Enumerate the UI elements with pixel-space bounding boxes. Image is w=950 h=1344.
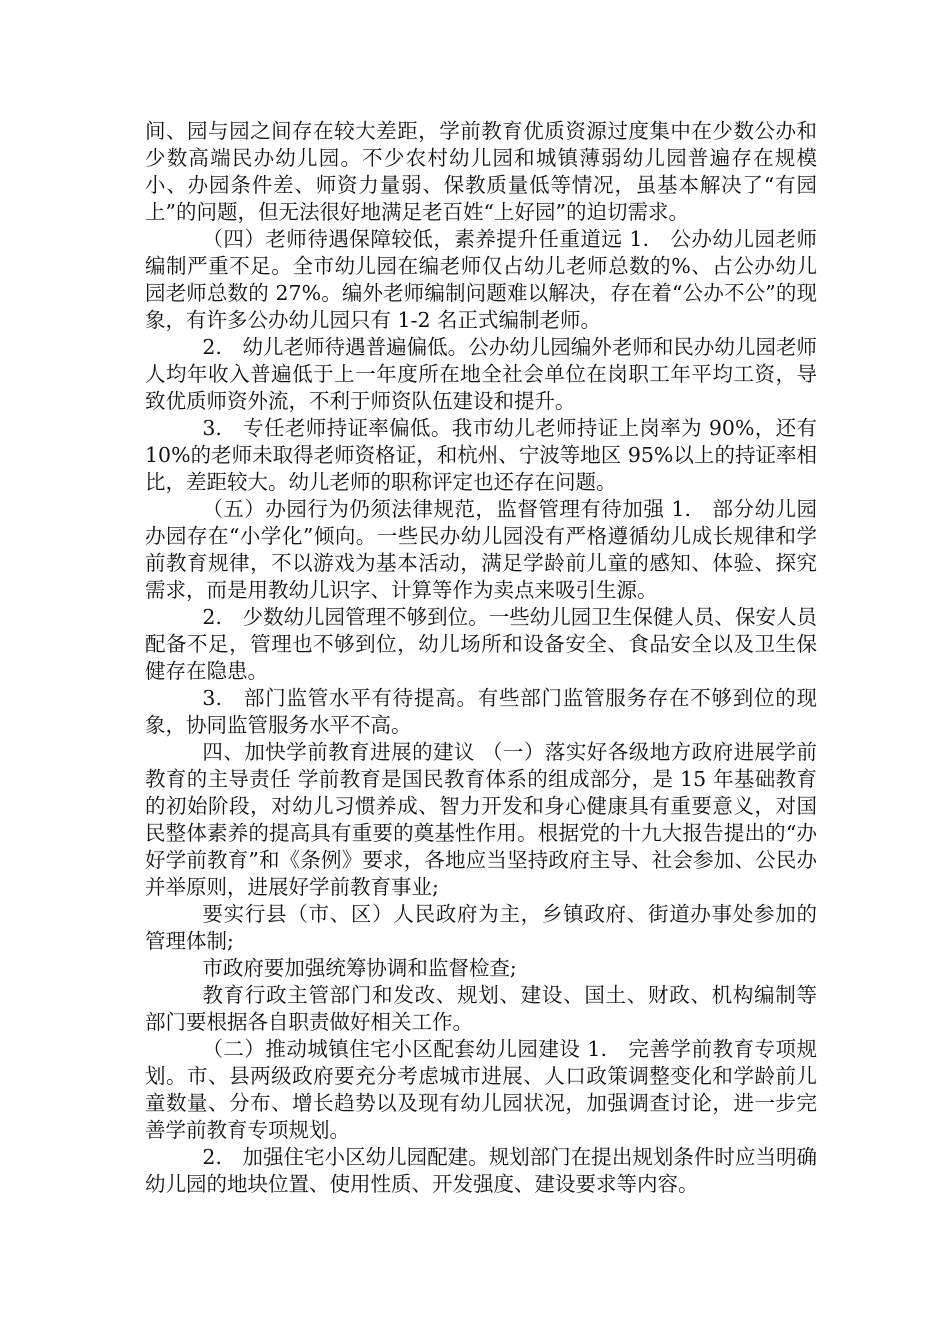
paragraph-12: （二）推动城镇住宅小区配套幼儿园建设 1. 完善学前教育专项规划。市、县两级政府要充分考虑城市进展、人口政策调整变化和学龄前儿童数量、分布、增长趋势以及现有幼儿园状况，加强调查讨论，进一步完善学前教育专项规划。 [145,1037,817,1142]
paragraph-11: 教育行政主管部门和发改、规划、建设、国土、财政、机构编制等部门要根据各自职责做好相关工作。 [145,983,817,1034]
paragraph-6: 2. 少数幼儿园管理不够到位。一些幼儿园卫生保健人员、保安人员配备不足，管理也不够到位，幼儿场所和设备安全、食品安全以及卫生保健存在隐患。 [145,605,817,683]
paragraph-1: 间、园与园之间存在较大差距，学前教育优质资源过度集中在少数公办和少数高端民办幼儿园。不少农村幼儿园和城镇薄弱幼儿园普遍存在规模小、办园条件差、师资力量弱、保教质量低等情况，虽基本解决了“有园上”的问题，但无法很好地满足老百姓“上好园”的迫切需求。 [145,119,817,224]
paragraph-13: 2. 加强住宅小区幼儿园配建。规划部门在提出规划条件时应当明确幼儿园的地块位置、使用性质、开发强度、建设要求等内容。 [145,1145,817,1196]
paragraph-9: 要实行县（市、区）人民政府为主，乡镇政府、街道办事处参加的管理体制; [145,902,817,953]
document-body [145,118,817,1198]
paragraph-10: 市政府要加强统筹协调和监督检查; [202,956,517,980]
paragraph-4: 3. 专任老师持证率偏低。我市幼儿老师持证上岗率为 90%，还有 10%的老师未取得老师资格证，和杭州、宁波等地区 95%以上的持证率相比，差距较大。幼儿老师的职称评定也还存在问题。 [145,416,817,494]
paragraph-7: 3. 部门监管水平有待提高。有些部门监管服务存在不够到位的现象，协同监管服务水平不高。 [145,686,817,737]
paragraph-5: （五）办园行为仍须法律规范，监督管理有待加强 1. 部分幼儿园办园存在“小学化”倾向。一些民办幼儿园没有严格遵循幼儿成长规律和学前教育规律，不以游戏为基本活动，满足学龄前儿童的感知、体验、探究需求，而是用教幼儿识字、计算等作为卖点来吸引生源。 [145,497,817,602]
paragraph-8: 四、加快学前教育进展的建议 （一）落实好各级地方政府进展学前教育的主导责任 学前教育是国民教育体系的组成部分，是 15 年基础教育的初始阶段，对幼儿习惯养成、智力开发和身心健康具有重要意义，对国民整体素养的提高具有重要的奠基性作用。根据党的十九大报告提出的“办好学前教育”和《条例》要求，各地应当坚持政府主导、社会参加、公民办并举原则，进展好学前教育事业; [145,740,817,899]
paragraph-3: 2. 幼儿老师待遇普遍偏低。公办幼儿园编外老师和民办幼儿园老师人均年收入普遍低于上一年度所在地全社会单位在岗职工年平均工资，导致优质师资外流，不利于师资队伍建设和提升。 [145,335,817,413]
paragraph-2: （四）老师待遇保障较低，素养提升任重道远 1. 公办幼儿园老师编制严重不足。全市幼儿园在编老师仅占幼儿老师总数的%、占公办幼儿园老师总数的 27%。编外老师编制问题难以解决，存在着“公办不公”的现象，有许多公办幼儿园只有 1-2 名正式编制老师。 [145,227,817,332]
